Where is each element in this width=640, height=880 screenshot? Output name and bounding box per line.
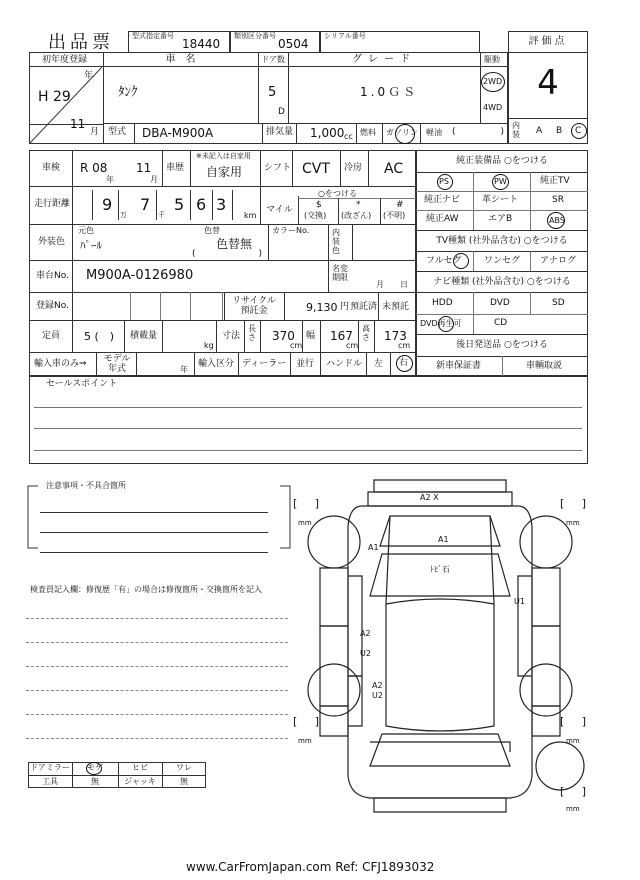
tire-mm-rr: mm xyxy=(566,519,580,527)
mirror-mogi-circle xyxy=(86,762,102,775)
repaint-paren: ( ) xyxy=(192,249,263,259)
tire-bracket-rl: [ ] xyxy=(293,497,320,510)
tire-mm-rl: mm xyxy=(298,519,312,527)
height-label: 高さ xyxy=(362,324,370,342)
serial-label: シリアル番号 xyxy=(324,32,366,40)
fuel-gas: ガソリン xyxy=(386,128,418,137)
mark-right-side: U1 xyxy=(514,597,525,606)
tire-mm-fl: mm xyxy=(298,737,312,745)
mark-bonnet: A1 xyxy=(438,535,449,544)
later-warranty: 新車保証書 xyxy=(436,361,482,371)
height-value: 173 xyxy=(384,329,407,343)
capacity-label: 定員 xyxy=(42,331,61,341)
mileage-digit-5: 3 xyxy=(216,195,227,214)
color-no-label: カラーNo. xyxy=(272,226,310,235)
grade-value: 1.0ＧＳ xyxy=(360,85,419,99)
interior-b: B xyxy=(556,126,563,136)
equip-aw: 純正AW xyxy=(426,214,459,224)
fuel-light-oil: 軽油 xyxy=(426,128,442,137)
handle-right: 右 xyxy=(399,358,409,368)
mileage-exchanged: (交換) xyxy=(304,211,327,220)
door-mirror-label: ドアミラー xyxy=(30,763,70,772)
interior-c: C xyxy=(575,126,582,136)
recycle-unpaid: 未預託 xyxy=(382,302,410,312)
navi-sd: SD xyxy=(552,298,565,308)
mileage-unknown: (不明) xyxy=(383,211,406,220)
car-name-label: 車 名 xyxy=(165,54,196,65)
recycle-yen: 円 xyxy=(340,302,350,312)
history-label: 車歴 xyxy=(166,163,185,173)
inspection-label: 車検 xyxy=(42,163,61,173)
grade-score-value: 4 xyxy=(537,63,559,103)
ac-value: AC xyxy=(384,161,404,177)
tire-bracket-fl: [ ] xyxy=(293,715,320,728)
capacity-value: 5 ( ) xyxy=(84,330,115,343)
interior-label: 内装 xyxy=(512,121,520,139)
later-shipment-header: 後日発送品 ○をつける xyxy=(456,340,548,350)
man-unit: 万 xyxy=(120,211,127,219)
width-value: 167 xyxy=(330,329,353,343)
handle-left: 左 xyxy=(374,359,384,369)
history-note: ※未記入は自家用 xyxy=(196,152,251,160)
inspector-note-label: 検査員記入欄：修復歴「有」の場合は修復箇所・交換箇所を記入 xyxy=(30,585,262,594)
model-value: DBA-M900A xyxy=(142,126,214,140)
model-year-unit: 年 xyxy=(180,365,188,374)
interior-a: A xyxy=(536,126,543,136)
mileage-digit-2: 7 xyxy=(140,195,151,214)
dealer-label: ディーラー xyxy=(242,359,287,369)
equip-pw: PW xyxy=(494,177,507,186)
later-manual: 車輌取説 xyxy=(526,361,563,371)
equipment-header: 純正装備品 ○をつける xyxy=(456,156,548,166)
import-only-label: 輸入車のみ⇒ xyxy=(34,359,87,369)
recycle-amount: 9,130 xyxy=(306,301,338,314)
door-type: D xyxy=(278,107,285,117)
original-color-label: 元色 xyxy=(78,226,94,235)
navi-dvd-playback: DVD再生可 xyxy=(420,319,462,328)
original-color: ﾊﾟｰﾙ xyxy=(80,239,102,252)
mark-windshield: ﾄﾋﾞ石 xyxy=(430,565,450,574)
first-reg-month: 11 xyxy=(70,117,86,131)
mileage-label: 走行距離 xyxy=(34,199,71,209)
displacement-label: 排気量 xyxy=(266,127,294,137)
repaint-label: 色替 xyxy=(204,226,220,235)
tire-mm-spare: mm xyxy=(566,805,580,813)
recycle-label: リサイクル預託金 xyxy=(232,296,276,316)
height-cm: cm xyxy=(398,341,411,350)
inspection-month-unit: 月 xyxy=(150,175,158,184)
mileage-digit-1: 9 xyxy=(102,195,113,214)
name-change-label: 名変期限 xyxy=(332,264,348,282)
tools-label: 工具 xyxy=(42,777,58,786)
fuel-other: ( ) xyxy=(452,127,505,137)
recycle-paid: 預託済 xyxy=(350,302,378,312)
sales-point-label: セールスポイント xyxy=(46,379,118,389)
inspection-month: 11 xyxy=(136,161,152,175)
mark-left-door-a2: A2 xyxy=(360,629,371,638)
length-value: 370 xyxy=(272,329,295,343)
mirror-mogi: モゲ xyxy=(87,763,103,772)
drive-label: 駆動 xyxy=(484,55,500,64)
chassis-label: 車台No. xyxy=(36,271,69,281)
width-cm: cm xyxy=(346,341,359,350)
mark-left-door-u2: U2 xyxy=(360,649,371,658)
class-number: 0504 xyxy=(278,37,309,51)
drive-2wd: 2WD xyxy=(483,77,503,86)
navi-dvd-playback-circle xyxy=(438,316,454,332)
load-label: 積載量 xyxy=(130,331,158,341)
shift-value: CVT xyxy=(302,161,330,177)
navi-cd: CD xyxy=(494,318,508,328)
dimensions-label: 寸法 xyxy=(222,331,241,341)
navi-dvd: DVD xyxy=(490,298,510,308)
mileage-hash: # xyxy=(396,200,404,210)
mileage-circle-note: ○をつける xyxy=(318,189,357,198)
mark-left-rear-a2: A2 xyxy=(372,681,383,690)
jack-label: ジャッキ xyxy=(124,777,156,786)
handle-label: ハンドル xyxy=(326,359,363,369)
caution-bracket xyxy=(24,476,294,556)
equip-leather: 革シート xyxy=(482,195,519,205)
doors-value: 5 xyxy=(268,85,277,100)
grade-label: グレード xyxy=(352,54,416,65)
displacement-unit: cc xyxy=(344,132,353,141)
history-value: 自家用 xyxy=(206,165,243,179)
mark-left-front-fender: A1 xyxy=(368,543,379,552)
equip-abs: ABS xyxy=(549,216,565,225)
tire-bracket-fr: [ ] xyxy=(560,715,587,728)
sen-unit: 千 xyxy=(158,211,165,219)
grade-score-label: 評価点 xyxy=(528,36,568,47)
tv-oneseg: ワンセグ xyxy=(484,256,521,266)
length-cm: cm xyxy=(290,341,303,350)
displacement-value: 1,000 xyxy=(310,126,345,140)
mark-left-rear-u2: U2 xyxy=(372,691,383,700)
navi-type-header: ナビ種類 (社外品含む) ○をつける xyxy=(433,277,571,287)
first-reg-era: H 29 xyxy=(38,89,71,105)
chassis-number: M900A-0126980 xyxy=(86,268,194,283)
tv-analog: アナログ xyxy=(540,256,577,266)
inspection-year-unit: 年 xyxy=(106,175,114,184)
tv-fullseg: フルセグ xyxy=(426,256,462,266)
mileage-tampered: (改ざん) xyxy=(341,211,372,220)
footer-watermark: www.CarFromJapan.com Ref: CFJ1893032 xyxy=(186,860,435,874)
tire-mm-fr: mm xyxy=(566,737,580,745)
equip-tv: 純正TV xyxy=(540,176,570,186)
mile-label: マイル xyxy=(266,205,293,215)
tv-type-header: TV種類 (社外品含む) ○をつける xyxy=(436,236,568,246)
inspection-era: R 08 xyxy=(80,161,108,175)
mirror-crack: ヒビ xyxy=(132,763,148,772)
sheet-title: 出品票 xyxy=(48,32,114,53)
registration-label: 登録No. xyxy=(36,301,69,311)
shift-label: シフト xyxy=(264,163,292,173)
car-name: ﾀﾝｸ xyxy=(118,85,138,100)
name-change-date: 月 日 xyxy=(376,280,408,289)
parallel-label: 並行 xyxy=(296,359,315,369)
interior-color-label: 内装色 xyxy=(332,228,340,255)
ac-label: 冷房 xyxy=(344,163,363,173)
mileage-digit-3: 5 xyxy=(174,195,185,214)
type-cert-label: 型式指定番号 xyxy=(132,32,174,40)
drive-4wd: 4WD xyxy=(483,103,503,112)
first-reg-label: 初年度登録 xyxy=(42,55,88,65)
tv-fullseg-circle xyxy=(453,253,469,269)
mileage-star: * xyxy=(356,200,361,210)
tools-value: 無 xyxy=(91,777,99,786)
month-unit: 月 xyxy=(90,127,100,137)
jack-value: 無 xyxy=(180,777,188,786)
navi-hdd: HDD xyxy=(432,298,453,308)
doors-label: ドア数 xyxy=(261,55,285,64)
car-damage-diagram xyxy=(290,476,590,816)
equip-ps: PS xyxy=(439,177,449,186)
length-label: 長さ xyxy=(248,324,256,342)
km-unit: km xyxy=(244,211,257,220)
fuel-label: 燃料 xyxy=(360,128,376,137)
mirror-break: ワレ xyxy=(176,763,192,772)
repaint-value: 色替無 xyxy=(216,237,253,251)
model-label: 型式 xyxy=(108,127,127,137)
type-cert-number: 18440 xyxy=(182,37,221,51)
tire-bracket-rr: [ ] xyxy=(560,497,587,510)
mark-rear: A2 X xyxy=(420,493,439,502)
mileage-dollar: $ xyxy=(316,200,322,210)
equip-airbag: エアB xyxy=(488,214,513,224)
tire-bracket-spare: [ ] xyxy=(560,785,587,798)
equip-navi: 純正ナビ xyxy=(424,195,461,205)
mileage-digit-4: 6 xyxy=(196,195,207,214)
model-year-label: モデル年式 xyxy=(103,354,131,374)
width-label: 幅 xyxy=(306,331,316,341)
exterior-color-label: 外装色 xyxy=(38,237,66,247)
class-label: 類別区分番号 xyxy=(234,32,276,40)
equip-sr: SR xyxy=(552,195,564,205)
caution-label: 注意事項・不具合箇所 xyxy=(46,481,126,490)
import-type-label: 輸入区分 xyxy=(198,359,235,369)
load-kg: kg xyxy=(204,341,214,350)
year-unit: 年 xyxy=(84,71,94,81)
